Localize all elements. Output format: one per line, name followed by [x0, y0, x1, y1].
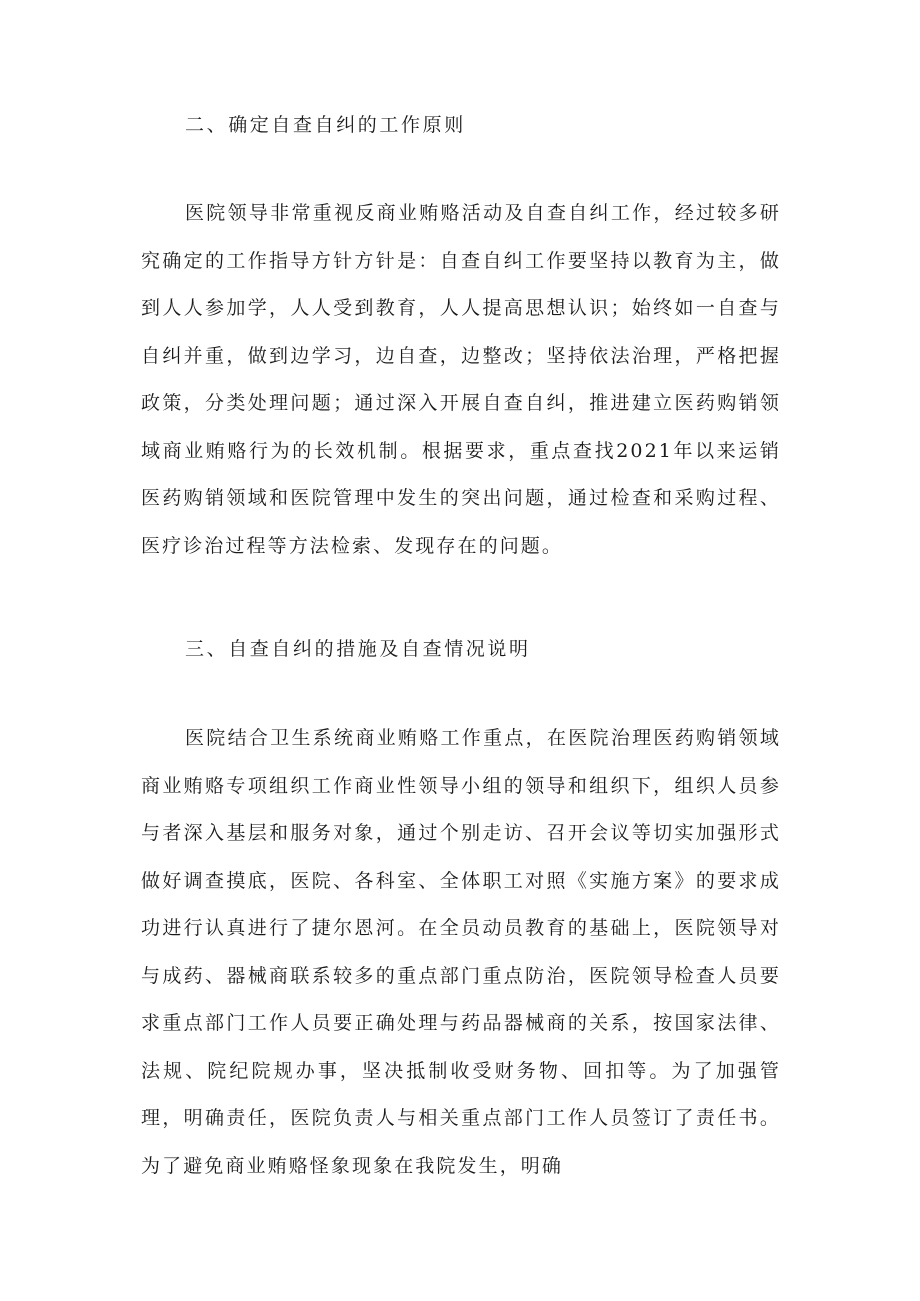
section-paragraph-measures: 医院结合卫生系统商业贿赂工作重点，在医院治理医药购销领域商业贿赂专项组织工作商业性领导小组的领导和组织下，组织人员参与者深入基层和服务对象，通过个别走访、召开会议等切实加强形式做好调查摸底，医院、各科室、全体职工对照《实施方案》的要求成功进行认真进行了捷尔恩河。在全员动员教育的基础上，医院领导对与成药、器械商联系较多的重点部门重点防治，医院领导检查人员要求重点部门工作人员要正确处理与药品器械商的关系，按国家法律、法规、院纪院规办事，坚决抵制收受财务物、回扣等。为了加强管理，明确责任，医院负责人与相关重点部门工作人员签订了责任书。为了避免商业贿赂怪象现象在我院发生，明确: [141, 727, 781, 1177]
section-heading-measures: 三、自查自纠的措施及自查情况说明: [185, 638, 531, 660]
section-heading-principles: 二、确定自查自纠的工作原则: [185, 114, 466, 136]
section-paragraph-principles: 医院领导非常重视反商业贿赂活动及自查自纠工作，经过较多研究确定的工作指导方针方针是：自查自纠工作要坚持以教育为主，做到人人参加学，人人受到教育，人人提高思想认识；始终如一自查与自纠并重，做到边学习，边自查，边整改；坚持依法治理，严格把握政策，分类处理问题；通过深入开展自查自纠，推进建立医药购销领域商业贿赂行为的长效机制。根据要求，重点查找2021年以来运销医药购销领域和医院管理中发生的突出问题，通过检查和采购过程、医疗诊治过程等方法检索、发现存在的问题。: [141, 202, 781, 557]
